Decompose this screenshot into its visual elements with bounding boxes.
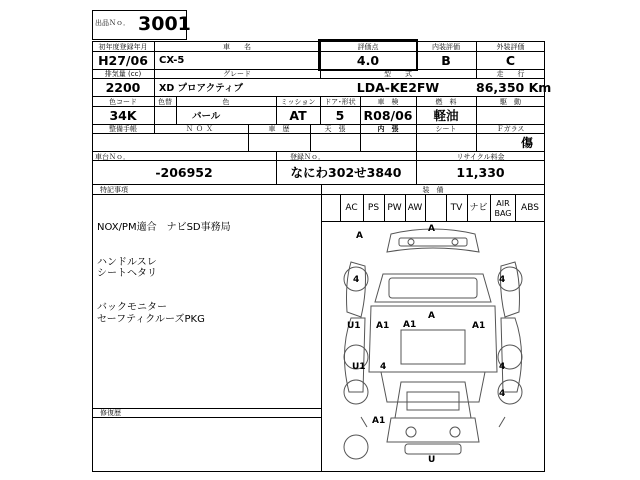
history-label: 車 歴	[268, 125, 290, 133]
damage-mark: A	[428, 224, 435, 234]
lot-number: 3001	[138, 13, 191, 35]
equip-tv: TV	[450, 203, 463, 213]
damage-mark: A1	[376, 321, 390, 331]
damage-mark: A1	[472, 321, 486, 331]
grade-label: グレード	[223, 70, 251, 78]
interior-value: B	[441, 53, 451, 68]
interior-label: 内装評価	[432, 43, 460, 51]
car-damage-diagram	[321, 222, 545, 472]
equip-ps: PS	[367, 203, 380, 213]
score-label: 評価点	[357, 43, 379, 51]
remark-line: セーフティクルーズPKG	[97, 314, 205, 325]
damage-mark: 4	[499, 362, 506, 372]
damage-mark: U1	[347, 321, 361, 331]
inner-trim-label: 内 張	[377, 125, 399, 133]
grade-value: XD プロアクティブ	[159, 83, 243, 94]
equipment-label: 装 備	[422, 186, 444, 194]
car-name-label: 車 名	[223, 43, 251, 51]
equip-aw: AW	[407, 203, 423, 213]
damage-mark: 4	[499, 389, 506, 399]
damage-mark: A1	[403, 320, 417, 330]
equip-ac: AC	[345, 203, 358, 213]
exterior-label: 外装評価	[496, 43, 525, 51]
maintenance-label: 整備手帳	[109, 125, 137, 133]
plate-value: なにわ302せ3840	[290, 165, 402, 180]
inspection-value: R08/06	[363, 108, 413, 123]
plate-label: 登録Ｎｏ．	[290, 153, 325, 161]
damage-mark: 4	[380, 362, 387, 372]
remark-line: シートヘタリ	[97, 268, 157, 279]
mileage-label: 走 行	[496, 70, 525, 78]
damage-mark: U1	[352, 362, 366, 372]
model-label: 型 式	[384, 70, 412, 78]
transmission-value: AT	[289, 108, 307, 123]
doors-label: ドア･形状	[324, 98, 356, 106]
damage-mark: U	[428, 455, 436, 465]
equip-navi: ナビ	[469, 203, 488, 213]
model-value: LDA-KE2FW	[356, 80, 440, 95]
recycle-label: リサイクル料金	[456, 153, 505, 161]
glass-label: Ｆガラス	[496, 125, 525, 133]
doors-value: 5	[335, 108, 345, 123]
transmission-label: ミッション	[280, 98, 316, 106]
damage-mark: A	[356, 231, 363, 241]
displacement-value: 2200	[105, 80, 141, 95]
seat-label: シート	[435, 125, 457, 133]
remarks-label: 特記事項	[100, 186, 128, 194]
remark-line: NOX/PM適合 ナビSD事務局	[97, 222, 231, 233]
lot-number-label: 出品Ｎｏ．	[95, 19, 130, 27]
chassis-label: 車台Ｎｏ．	[95, 153, 130, 161]
chassis-value: -206952	[155, 165, 213, 180]
repair-label: 修復歴	[100, 409, 121, 417]
fuel-value: 軽油	[433, 108, 459, 123]
first-reg-value: H27/06	[98, 53, 148, 68]
mileage-value: 86,350 Km	[476, 80, 552, 95]
drive-label: 駆 動	[500, 98, 521, 106]
inspection-label: 車 検	[377, 98, 399, 106]
damage-mark: A1	[372, 416, 386, 426]
sunroof-label: 天 張	[324, 125, 346, 133]
equip-pw: PW	[387, 203, 402, 213]
remark-line: バックモニター	[97, 302, 167, 313]
color-code-value: 34K	[109, 108, 137, 123]
equip-abs: ABS	[521, 203, 539, 213]
nox-label: ＮＯＸ	[186, 125, 216, 133]
glass-value: 傷	[521, 136, 534, 150]
color-value: パール	[192, 111, 221, 122]
exterior-value: C	[505, 53, 516, 68]
car-name-value: CX-5	[159, 55, 185, 66]
displacement-label: 排気量 (cc)	[104, 70, 142, 78]
color-code-label: 色コード	[109, 98, 137, 106]
equip-airbag: AIR BAG	[494, 199, 512, 218]
score-value: 4.0	[356, 53, 380, 68]
color-label: 色	[222, 98, 230, 106]
color-change-label: 色替	[158, 98, 172, 106]
damage-mark: A	[428, 311, 435, 321]
recycle-value: 11,330	[456, 165, 505, 180]
remark-line: ハンドルスレ	[97, 257, 157, 268]
fuel-label: 燃 料	[435, 98, 457, 106]
damage-mark: 4	[353, 275, 360, 285]
damage-mark: 4	[499, 275, 506, 285]
first-reg-label: 初年度登録年月	[98, 43, 148, 51]
